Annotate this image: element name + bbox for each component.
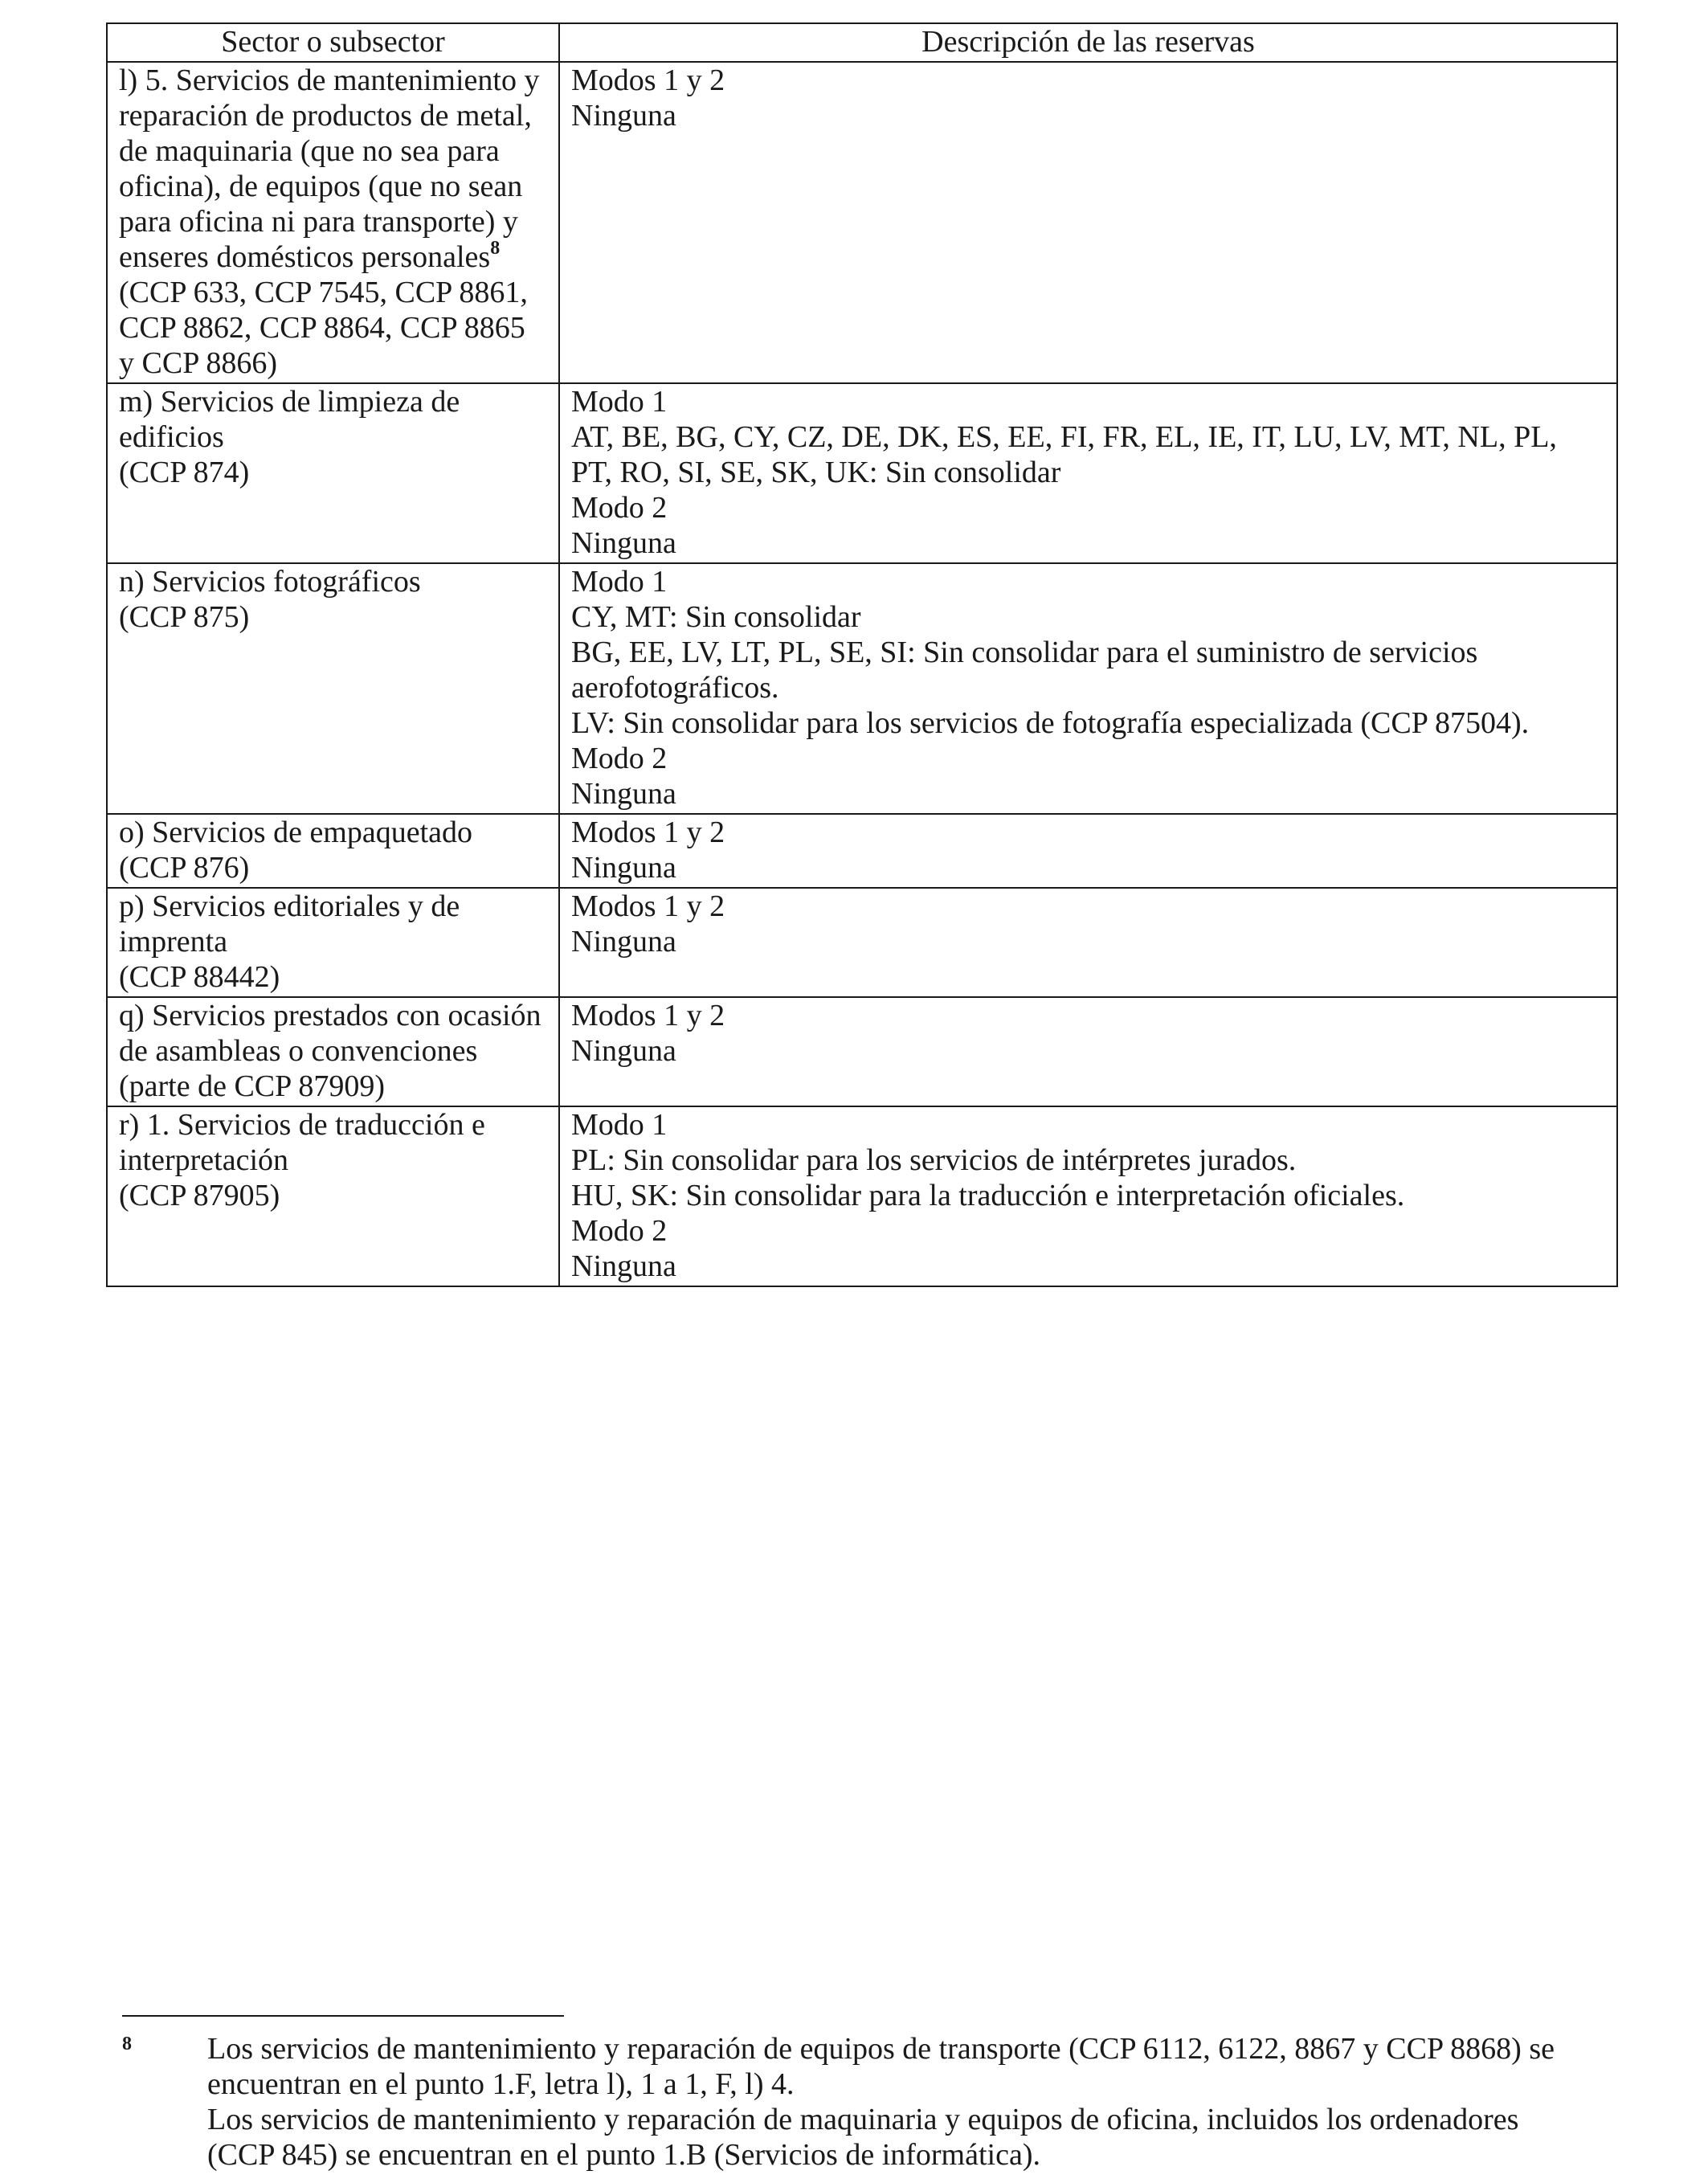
description-line: LV: Sin consolidar para los servicios de fotografía especializada (CCP 87504). [571, 706, 1530, 740]
table-header-row [107, 23, 1617, 62]
description-line: Ninguna [571, 1249, 676, 1283]
sector-cell [107, 383, 559, 563]
description-line: Modos 1 y 2 [571, 999, 725, 1032]
sector-line: enseres domésticos personales [119, 240, 491, 274]
description-line: Ninguna [571, 526, 676, 560]
header-sector: Sector o subsector [107, 23, 559, 62]
sector-line: (CCP 876) [119, 851, 250, 885]
sector-line: o) Servicios de empaquetado [119, 816, 473, 849]
table-row [107, 997, 1617, 1106]
footnote-line: encuentran en el punto 1.F, letra l), 1 a 1, F, l) 4. [207, 2067, 795, 2101]
sector-line: r) 1. Servicios de traducción e [119, 1108, 485, 1142]
sector-cell [107, 563, 559, 814]
sector-line: para oficina ni para transporte) y [119, 205, 518, 239]
sector-line: n) Servicios fotográficos [119, 565, 421, 599]
description-line: Modos 1 y 2 [571, 889, 725, 923]
sector-cell [107, 1106, 559, 1286]
footnote-text [207, 2031, 1616, 2173]
description-line: Ninguna [571, 1034, 676, 1068]
description-line: Modo 2 [571, 1214, 668, 1248]
description-cell [559, 1106, 1617, 1286]
sector-line: interpretación [119, 1143, 289, 1177]
description-line: Modo 2 [571, 742, 668, 775]
sector-line: reparación de productos de metal, [119, 99, 532, 133]
table-row [107, 62, 1617, 383]
description-line: Modos 1 y 2 [571, 816, 725, 849]
sector-line: edificios [119, 420, 224, 454]
footnote [122, 2031, 1616, 2173]
sector-line: p) Servicios editoriales y de [119, 889, 460, 923]
description-line: Modo 1 [571, 1108, 668, 1142]
table-row [107, 814, 1617, 888]
footnote-line: Los servicios de mantenimiento y reparación de equipos de transporte (CCP 6112, 6122, 8867 y CCP 8868) se [207, 2032, 1555, 2066]
sector-line-with-ref [119, 239, 547, 275]
description-line: Ninguna [571, 99, 676, 133]
sector-line: de maquinaria (que no sea para [119, 134, 500, 168]
sector-cell [107, 62, 559, 383]
sector-line: (parte de CCP 87909) [119, 1069, 386, 1103]
sector-cell [107, 997, 559, 1106]
description-line: AT, BE, BG, CY, CZ, DE, DK, ES, EE, FI, FR, EL, IE, IT, LU, LV, MT, NL, PL, [571, 420, 1557, 454]
sector-cell [107, 814, 559, 888]
sector-line: imprenta [119, 925, 228, 959]
sector-line: l) 5. Servicios de mantenimiento y [119, 63, 540, 97]
footnote-line: (CCP 845) se encuentran en el punto 1.B (Servicios de informática). [207, 2138, 1040, 2172]
description-line: BG, EE, LV, LT, PL, SE, SI: Sin consolidar para el suministro de servicios [571, 636, 1478, 669]
header-description: Descripción de las reservas [559, 23, 1617, 62]
description-line: Modo 2 [571, 491, 668, 525]
sector-line: (CCP 88442) [119, 960, 280, 994]
description-line: Modos 1 y 2 [571, 63, 725, 97]
table-row [107, 383, 1617, 563]
sector-line: de asambleas o convenciones [119, 1034, 478, 1068]
description-line: Modo 1 [571, 385, 668, 419]
table-row [107, 1106, 1617, 1286]
description-line: CY, MT: Sin consolidar [571, 600, 861, 634]
footnote-number: 8 [122, 2034, 132, 2054]
sector-line: (CCP 875) [119, 600, 250, 634]
sector-line: (CCP 87905) [119, 1179, 280, 1212]
sector-line: (CCP 633, CCP 7545, CCP 8861, [119, 276, 528, 309]
description-cell [559, 997, 1617, 1106]
description-line: PL: Sin consolidar para los servicios de intérpretes jurados. [571, 1143, 1297, 1177]
description-line: Modo 1 [571, 565, 668, 599]
description-cell [559, 888, 1617, 997]
sector-line: oficina), de equipos (que no sean [119, 170, 523, 203]
description-line: Ninguna [571, 851, 676, 885]
description-cell [559, 62, 1617, 383]
footnote-reference[interactable]: 8 [490, 238, 501, 259]
description-cell [559, 563, 1617, 814]
reservations-table [106, 22, 1618, 1287]
description-line: PT, RO, SI, SE, SK, UK: Sin consolidar [571, 456, 1061, 489]
sector-line: CCP 8862, CCP 8864, CCP 8865 [119, 311, 525, 345]
description-line: HU, SK: Sin consolidar para la traducción e interpretación oficiales. [571, 1179, 1405, 1212]
table-row [107, 888, 1617, 997]
table-row [107, 563, 1617, 814]
footnote-line: Los servicios de mantenimiento y reparación de maquinaria y equipos de oficina, incluidos los ordenadores [207, 2103, 1519, 2136]
sector-cell [107, 888, 559, 997]
description-line: Ninguna [571, 777, 676, 811]
footnote-separator [122, 2015, 564, 2017]
sector-line: y CCP 8866) [119, 346, 278, 380]
sector-line: m) Servicios de limpieza de [119, 385, 460, 419]
description-cell [559, 814, 1617, 888]
description-line: Ninguna [571, 925, 676, 959]
description-line: aerofotográficos. [571, 671, 779, 705]
description-cell [559, 383, 1617, 563]
sector-line: (CCP 874) [119, 456, 250, 489]
sector-line: q) Servicios prestados con ocasión [119, 999, 541, 1032]
